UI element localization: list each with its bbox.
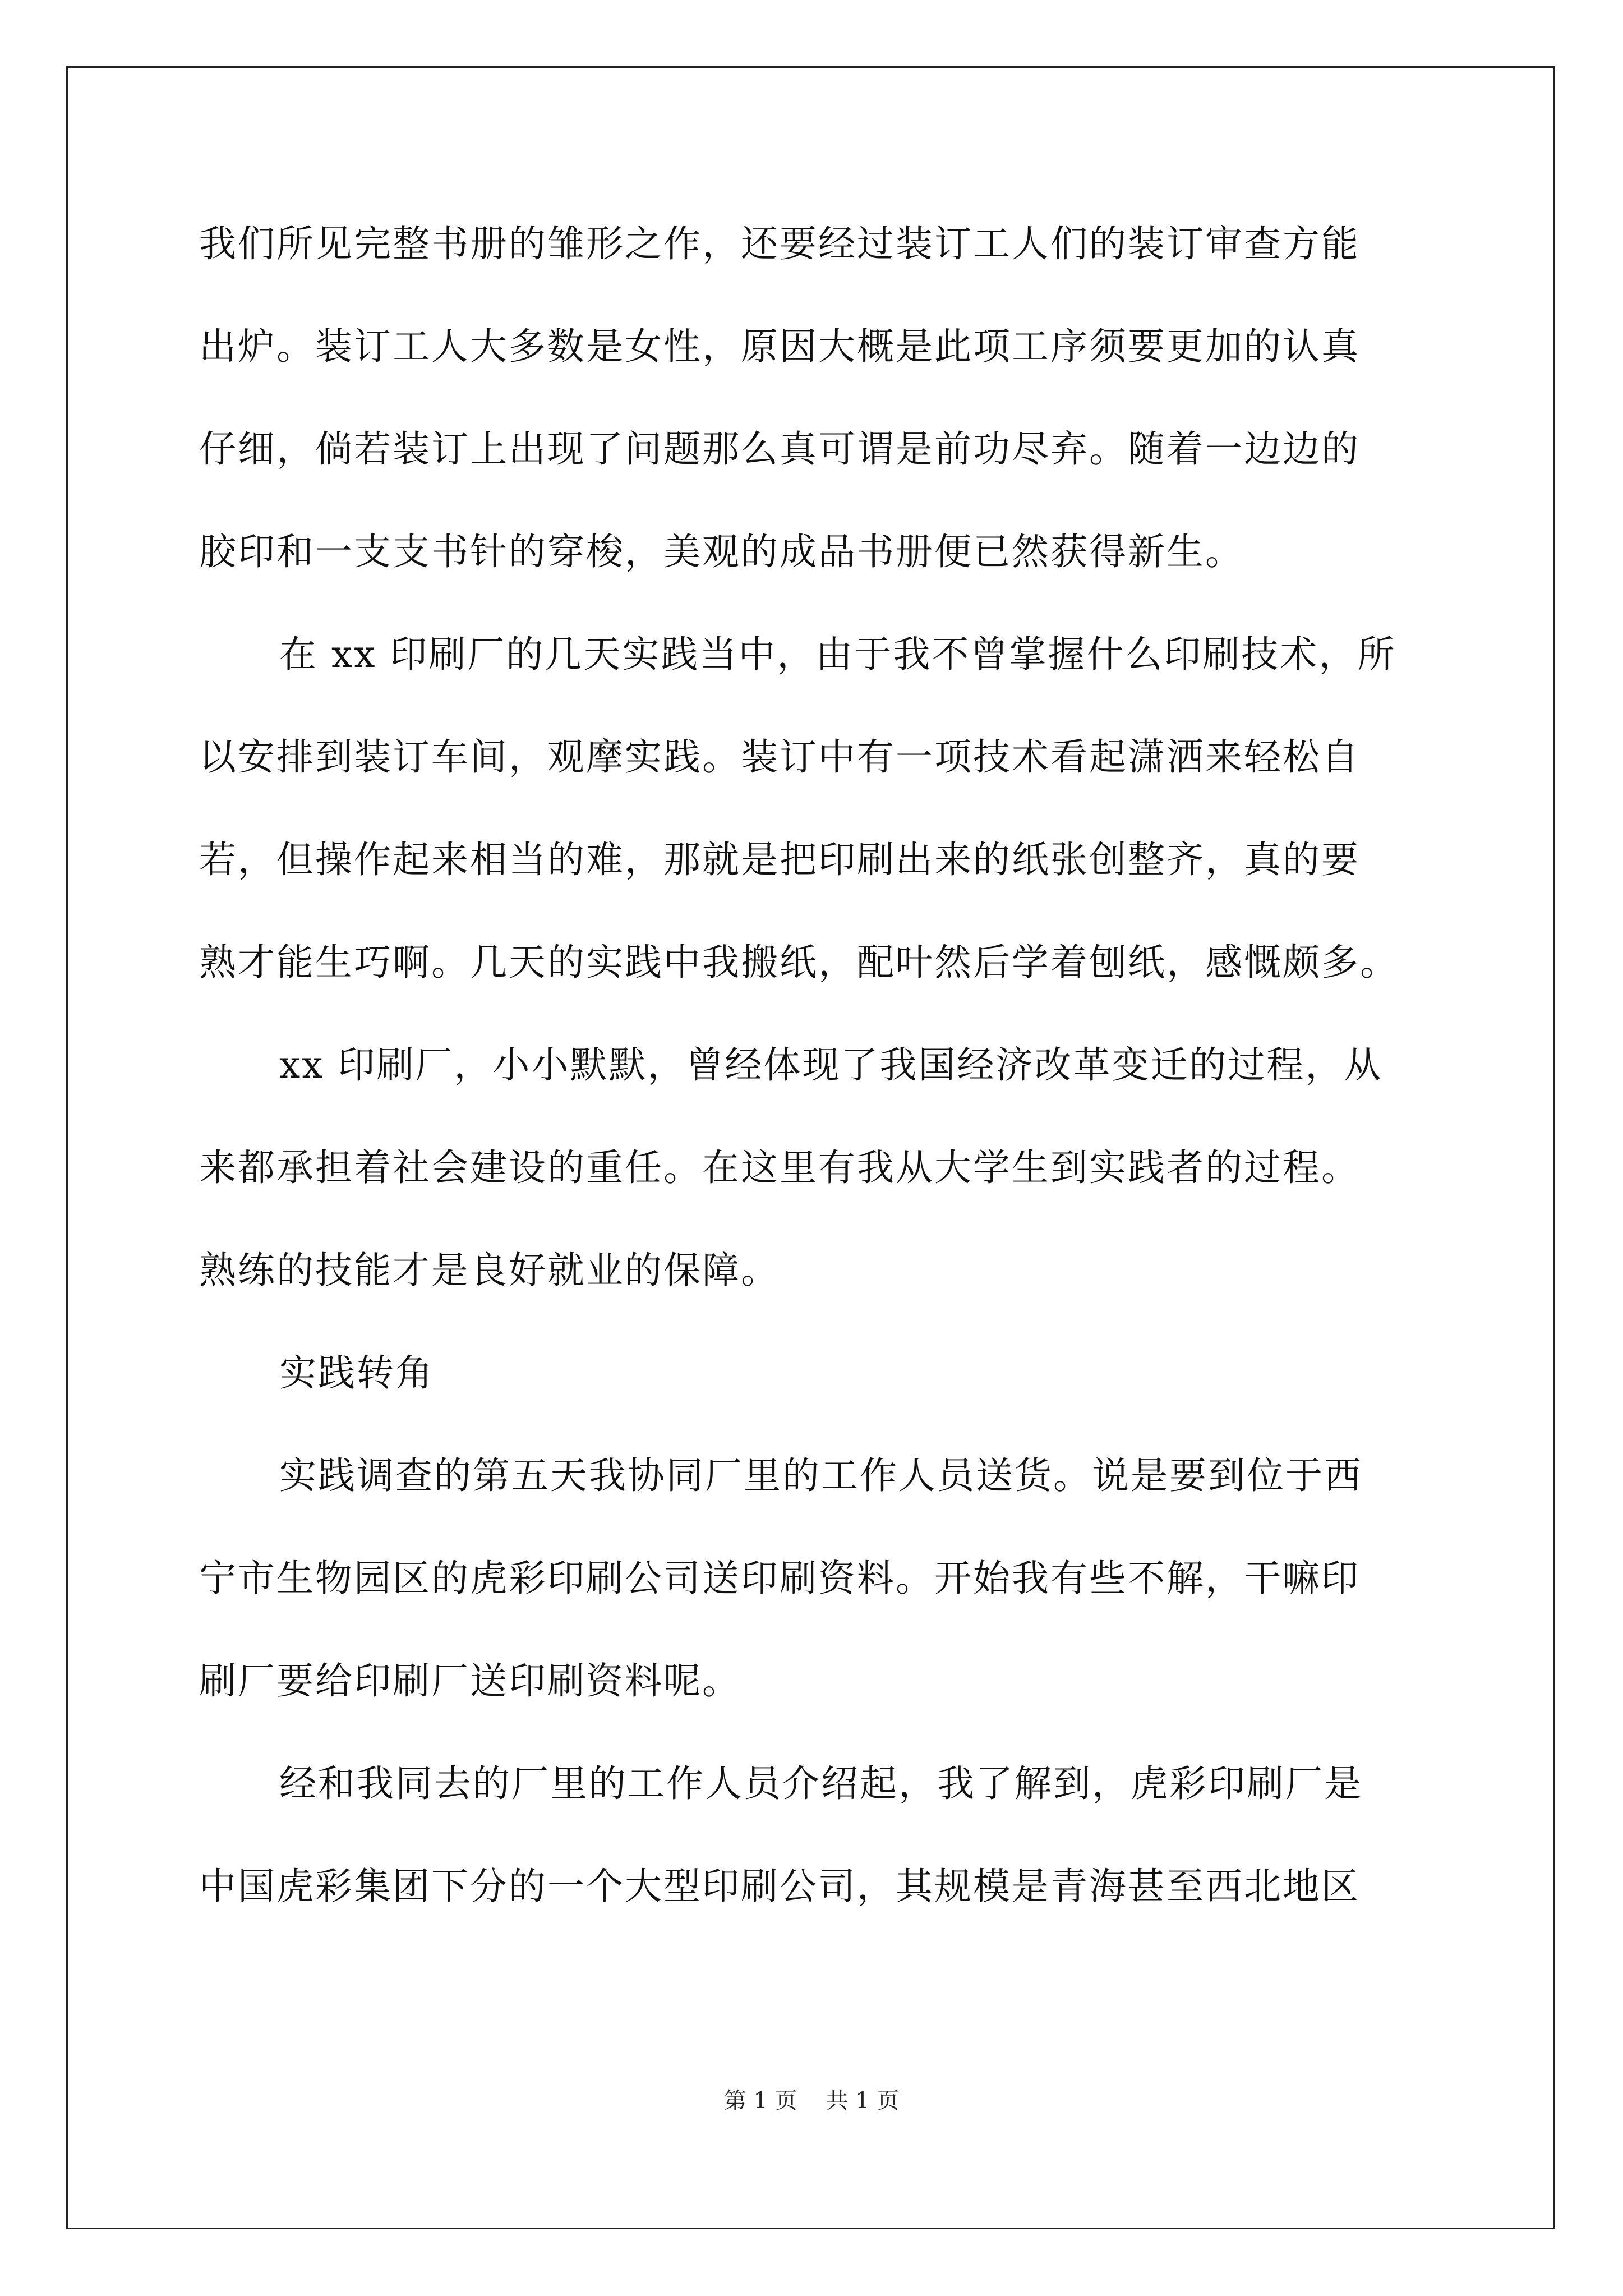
text-line: 熟练的技能才是良好就业的保障。 (199, 1249, 780, 1292)
paragraph-first-line: 实践调查的第五天我协同厂里的工作人员送货。说是要到位于西 (279, 1454, 1363, 1497)
text-line: 宁市生物园区的虎彩印刷公司送印刷资料。开始我有些不解，干嘛印 (199, 1557, 1360, 1600)
section-heading: 实践转角 (279, 1351, 434, 1395)
paragraph-first-line: 在 xx 印刷厂的几天实践当中，由于我不曾掌握什么印刷技术，所 (279, 633, 1396, 676)
page-number-footer: 第 1 页 共 1 页 (723, 2088, 900, 2114)
paragraph-first-line: xx 印刷厂，小小默默，曾经体现了我国经济改革变迁的过程，从 (279, 1043, 1383, 1087)
text-line: 胶印和一支支书针的穿梭，美观的成品书册便已然获得新生。 (199, 530, 1244, 573)
text-line: 我们所见完整书册的雏形之作，还要经过装订工人们的装订审查方能 (199, 222, 1360, 265)
text-line: 仔细，倘若装订上出现了问题那么真可谓是前功尽弃。随着一边边的 (199, 427, 1360, 471)
text-line: 出炉。装订工人大多数是女性，原因大概是此项工序须要更加的认真 (199, 325, 1360, 368)
paragraph-first-line: 经和我同去的厂里的工作人员介绍起，我了解到，虎彩印刷厂是 (279, 1762, 1363, 1805)
text-line: 来都承担着社会建设的重任。在这里有我从大学生到实践者的过程。 (199, 1146, 1360, 1189)
text-line: 中国虎彩集团下分的一个大型印刷公司，其规模是青海甚至西北地区 (199, 1865, 1360, 1908)
text-line: 若，但操作起来相当的难，那就是把印刷出来的纸张创整齐，真的要 (199, 838, 1360, 881)
text-line: 熟才能生巧啊。几天的实践中我搬纸，配叶然后学着刨纸，感慨颇多。 (199, 941, 1399, 984)
text-line: 以安排到装订车间，观摩实践。装订中有一项技术看起潇洒来轻松自 (199, 735, 1360, 779)
text-line: 刷厂要给印刷厂送印刷资料呢。 (199, 1659, 741, 1703)
